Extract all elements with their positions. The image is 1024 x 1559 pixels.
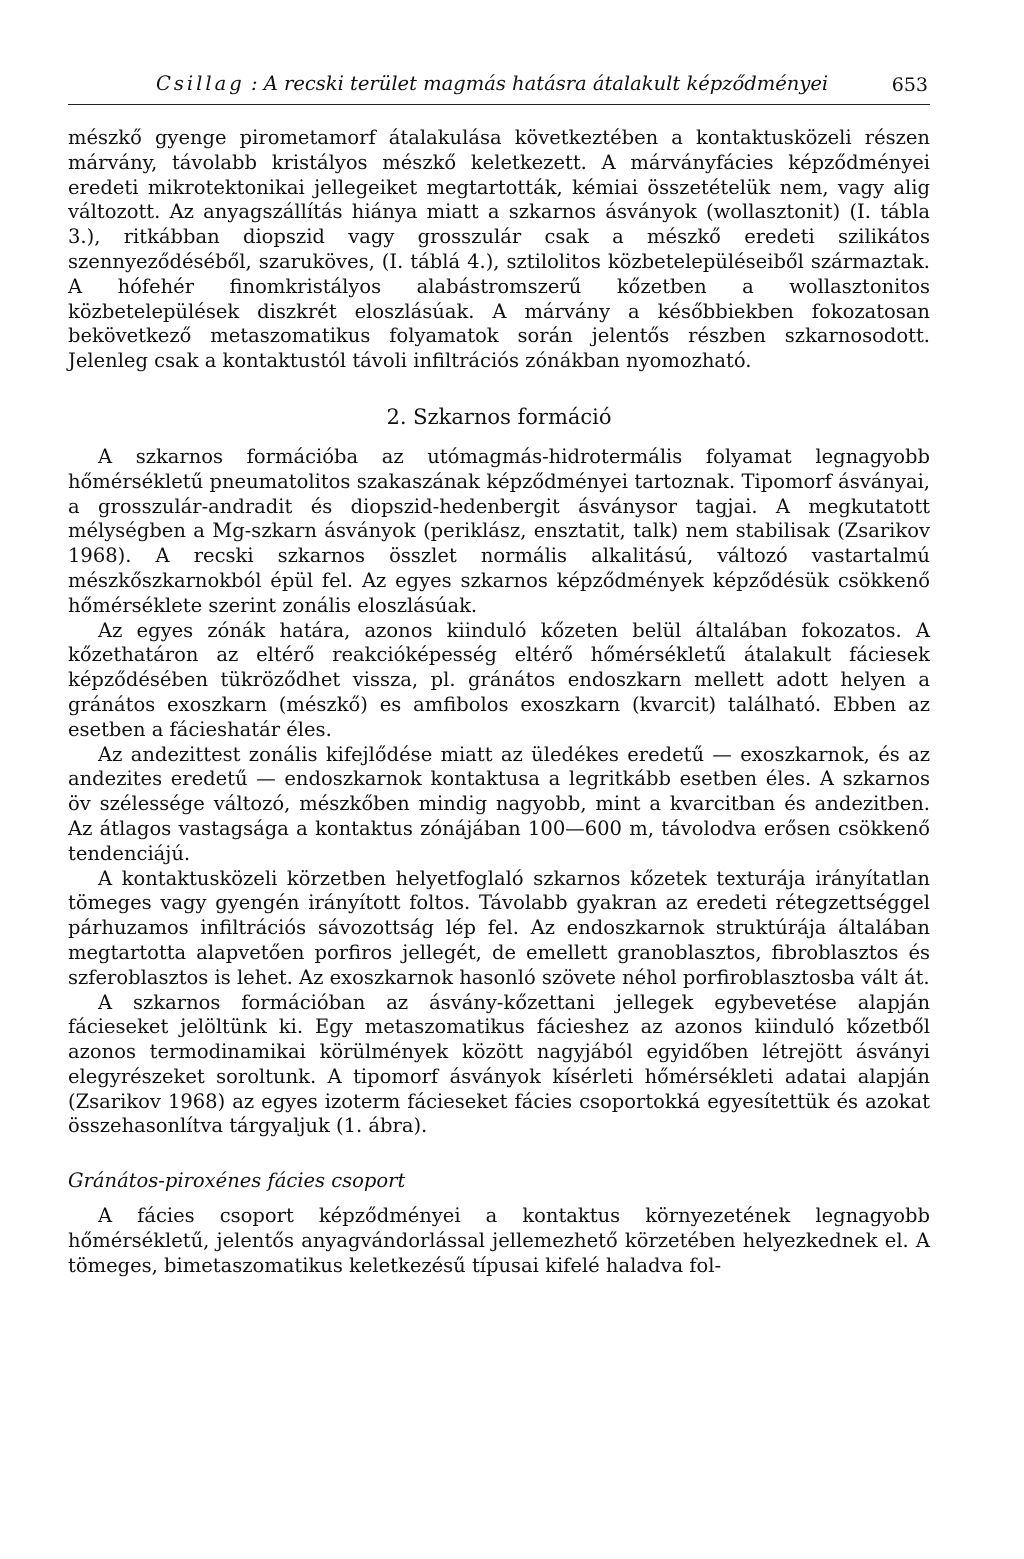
running-title <box>156 72 828 95</box>
running-header <box>68 64 930 105</box>
subsection-heading: Gránátos-piroxénes fácies csoport <box>68 1169 406 1193</box>
section-paragraph-2: Az egyes zónák határa, azonos kiinduló kőzeten belül általában fokozatos. A kőzethatáron az eltérő reakcióképesség eltérő hőmérsékletű átalakult fáciesek képződésében tükröződhet vissza, pl. gránátos endoszkarn mellett adott helyen a gránátos exoszkarn (mészkő) es amfibolos exoszkarn (kvarcit) található. Ebben az esetben a fácieshatár éles. <box>68 618 930 741</box>
page-number: 653 <box>891 74 928 96</box>
section-paragraph-1: A szkarnos formációba az utómagmás-hidrotermális folyamat legnagyobb hőmérsékletű pneumatolitos szakaszának képződményei tartoznak. Tipomorf ásványai, a grosszulár-andradit és diopszid-hedenbergit ásványsor tagjai. A megkutatott mélységben a Mg-szkarn ásványok (periklász, ensztatit, talk) nem stabilisak (Zsarikov 1968). A recski szkarnos összlet normális alkalitású, változó vastartalmú mészkőszkarnokból épül fel. Az egyes szkarnos képződmények képződésük csökkenő hőmérséklete szerint zonális eloszlásúak. <box>68 444 930 617</box>
article-body <box>68 126 930 1279</box>
section-paragraph-4: A kontaktusközeli körzetben helyetfoglaló szkarnos kőzetek texturája irányítatlan tömeges vagy gyengén irányított foltos. Távolabb gyakran az eredeti rétegzettséggel párhuzamos infiltrációs sávozottság lép fel. Az endoszkarnok struktúrája általában megtartotta alapvetően porfiros jellegét, de emellett granoblasztos, fibroblasztos és szferoblasztos is lehet. Az exoszkarnok hasonló szövete néhol porfiroblasztosba vált át. <box>68 866 930 989</box>
intro-paragraph: mészkő gyenge pirometamorf átalakulása következtében a kontaktusközeli részen márvány, távolabb kristályos mészkő keletkezett. A márványfácies képződményei eredeti mikrotektonikai jellegeiket megtartották, kémiai összetételük nem, vagy alig változott. Az anyagszállítás hiánya miatt a szkarnos ásványok (wollasztonit) (I. tábla 3.), ritkábban diopszid vagy grosszulár csak a mészkő eredeti szilikátos szennyeződéséből, szaruköves, (I. táblá 4.), sztilolitos közbetelepüléseiből származtak. A hófehér finomkristályos alabástromszerű kőzetben a wollasztonitos közbetelepülések diszkrét eloszlásúak. A márvány a későbbiekben fokozatosan bekövetkező metaszomatikus folyamatok során jelentős részben szkarnosodott. Jelenleg csak a kontaktustól távoli infiltrációs zónákban nyomozható. <box>68 126 930 373</box>
subsection-paragraph-1: A fácies csoport képződményei a kontaktus környezetének legnagyobb hőmérsékletű, jelentős anyagvándorlással jellemezhető körzetében helyezkednek el. A tömeges, bimetaszomatikus keletkezésű típusai kifelé haladva fol- <box>68 1204 930 1277</box>
section-paragraph-5: A szkarnos formációban az ásvány-kőzettani jellegek egybevetése alapján fácieseket jelöltünk ki. Egy metaszomatikus fácieshez az azonos kiinduló kőzetből azonos termodinamikai körülmények között nagyjából egyidőben létrejött ásványi elegyrészeket soroltunk. A tipomorf ásványok kísérleti hőmérsékleti adatai alapján (Zsarikov 1968) az egyes izoterm fácieseket fácies csoportokká egyesítettük és azokat összehasonlítva tárgyaljuk (1. ábra). <box>68 990 930 1138</box>
title-separator: : <box>250 72 258 95</box>
section-heading: 2. Szkarnos formáció <box>386 404 612 429</box>
article-title: A recski terület magmás hatásra átalakult képződményei <box>263 72 829 95</box>
author-name: Csillag <box>156 72 245 95</box>
section-paragraph-3: Az andezittest zonális kifejlődése miatt az üledékes eredetű — exoszkarnok, és az andezites eredetű — endoszkarnok kontaktusa a legritkább esetben éles. A szkarnos öv szélessége változó, mészkőben mindig nagyobb, mint a kvarcitban és andezitben. Az átlagos vastagsága a kontaktus zónájában 100—600 m, távolodva erősen csökkenő tendenciájú. <box>68 742 930 865</box>
